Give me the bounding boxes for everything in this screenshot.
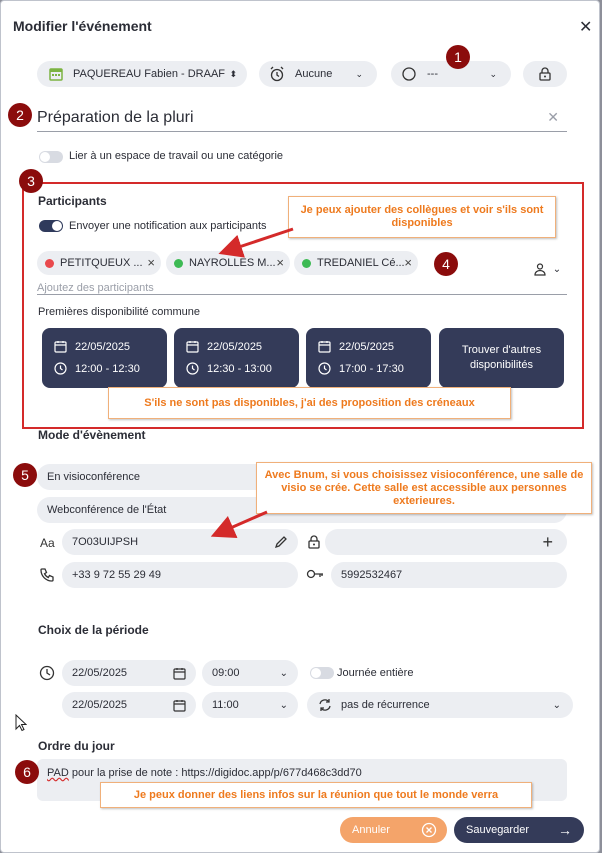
save-label: Sauvegarder — [466, 824, 529, 836]
event-title-text: Préparation de la pluri — [37, 109, 194, 126]
find-more-label: Trouver d'autres disponibilités — [461, 344, 542, 371]
agenda-text: pour la prise de note : https://digidoc.app/p/677d468c3dd70 — [68, 767, 362, 779]
mode-type-value: En visioconférence — [47, 471, 140, 483]
remove-participant-icon[interactable]: × — [147, 255, 155, 270]
period-heading: Choix de la période — [38, 623, 149, 637]
close-icon[interactable]: ✕ — [579, 19, 593, 36]
participants-heading: Participants — [38, 194, 107, 208]
start-date-value: 22/05/2025 — [72, 667, 128, 679]
arrow-to-room — [219, 512, 267, 533]
availability-heading: Premières disponibilité commune — [38, 306, 201, 318]
annotation-arrows — [1, 1, 601, 853]
end-date-value: 22/05/2025 — [72, 699, 128, 711]
arrow-to-participants — [227, 229, 293, 251]
pin-value: 5992532467 — [341, 569, 403, 581]
remove-participant-icon[interactable]: × — [276, 255, 284, 270]
slot-date: 22/05/2025 — [207, 340, 263, 353]
reminder-label: Aucune — [295, 68, 333, 80]
annotation-badge: 2 — [8, 103, 32, 127]
callout-slots-text: S'ils ne sont pas disponibles, j'ai des proposition des créneaux — [144, 396, 475, 409]
callout-links-text: Je peux donner des liens infos sur la réunion que tout le monde verra — [133, 788, 499, 801]
status-label: --- — [427, 68, 438, 80]
callout-bnum-text: Avec Bnum, si vous choisissez visioconférence, une salle de visio se crée. Cette salle est accessible aux personnes exterieures. — [264, 468, 584, 507]
agenda-pad-word: PAD — [47, 767, 69, 779]
participant-name: NAYROLLES M... — [189, 257, 276, 269]
cancel-label: Annuler — [352, 824, 390, 836]
agenda-heading: Ordre du jour — [38, 739, 115, 753]
add-participants-placeholder: Ajoutez des participants — [37, 282, 154, 294]
recurrence-value: pas de récurrence — [341, 699, 430, 711]
visio-provider-value: Webconférence de l'État — [47, 504, 167, 516]
link-workspace-label: Lier à un espace de travail ou une catégorie — [69, 150, 284, 162]
participant-name: TREDANIEL Cé... — [317, 257, 405, 269]
chevron-down-icon: ⌄ — [279, 667, 288, 679]
remove-participant-icon[interactable]: × — [404, 255, 412, 270]
chevron-down-icon: ⌄ — [489, 68, 497, 79]
callout-colleagues-text: Je peux ajouter des collègues et voir s'ils sont disponibles — [300, 204, 544, 229]
room-id-value: 7O03UIJPSH — [72, 536, 139, 548]
notify-participants-label: Envoyer une notification aux participants — [69, 220, 267, 232]
all-day-label: Journée entière — [337, 667, 414, 679]
sort-icon: ⬍ — [229, 68, 237, 79]
end-time-value: 11:00 — [212, 699, 239, 711]
annotation-badge: 1 — [446, 45, 470, 69]
slot-time: 12:30 - 13:00 — [207, 362, 272, 375]
mode-heading: Mode d'évènement — [38, 428, 146, 442]
start-time-value: 09:00 — [212, 667, 240, 679]
modal-title: Modifier l'événement — [13, 18, 152, 34]
slot-time: 17:00 - 17:30 — [339, 362, 404, 375]
chevron-down-icon: ⌄ — [279, 699, 288, 711]
slot-date: 22/05/2025 — [75, 340, 131, 353]
calendar-owner-label: PAQUEREAU Fabien - DRAAF — [73, 68, 226, 80]
phone-value: +33 9 72 55 29 49 — [72, 569, 161, 581]
slot-time: 12:00 - 12:30 — [75, 362, 140, 375]
add-password-icon[interactable]: + — [542, 531, 553, 552]
slot-date: 22/05/2025 — [339, 340, 395, 353]
chevron-down-icon: ⌄ — [552, 263, 562, 275]
annotation-badge: 3 — [19, 169, 43, 193]
annotation-badge: 5 — [13, 463, 37, 487]
room-name-icon: Aa — [40, 536, 55, 550]
chevron-down-icon: ⌄ — [355, 68, 363, 79]
participant-name: PETITQUEUX ... — [60, 257, 143, 269]
annotation-badge: 6 — [15, 760, 39, 784]
arrow-right-icon: → — [558, 822, 572, 838]
clear-title-icon[interactable]: ✕ — [547, 109, 559, 125]
annotation-badge: 4 — [434, 252, 458, 276]
chevron-down-icon: ⌄ — [552, 699, 561, 711]
